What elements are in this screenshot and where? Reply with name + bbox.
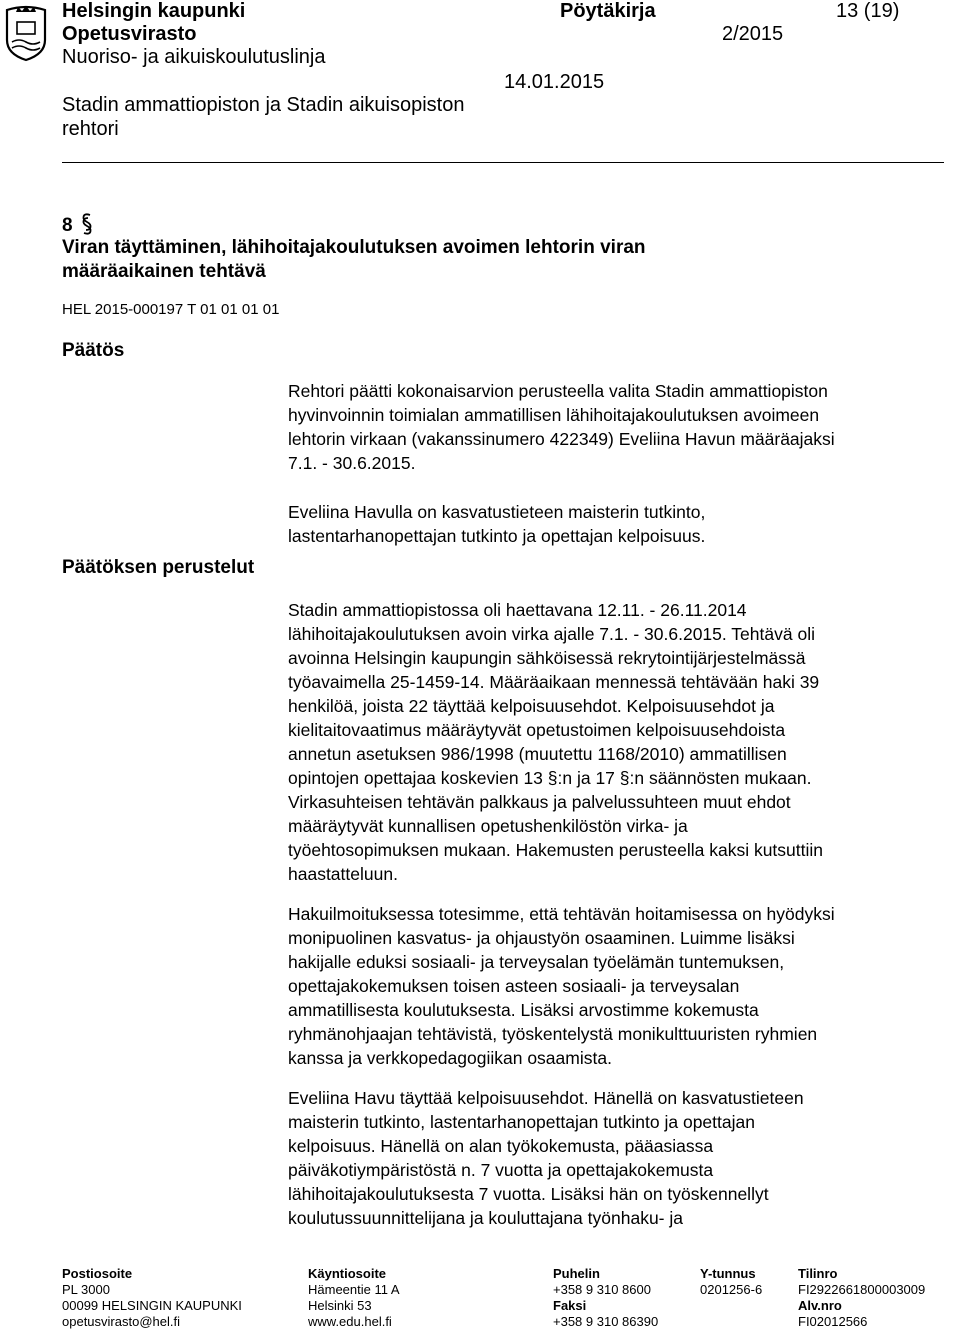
document-type: Pöytäkirja [560,0,656,22]
candidate-paragraph: Eveliina Havu täyttää kelpoisuusehdot. Hänellä on kasvatustieteen maisterin tutkinto, lastentarhanopettajan tutkinto ja opettajan kelpoisuus. Hänellä on alan työkokemusta, pääasiassa päiväkotiympäristöstä n. 7 vuotta ja opettajakokemusta lähihoitajakoulutuksesta 7 vuotta. Lisäksi hän on työskennellyt koulutussuunnittelijana ja kouluttajana työnhaku- ja [288,1088,804,1228]
unit-name-line1: Stadin ammattiopiston ja Stadin aikuisopiston [62,94,465,116]
case-id: HEL 2015-000197 T 01 01 01 01 [62,301,280,318]
section-heading [62,212,94,237]
footer-ytunnus [700,1266,762,1298]
qualification-paragraph: Eveliina Havulla on kasvatustieteen maisterin tutkinto, lastentarhanopettajan tutkinto ja opettajan kelpoisuus. [288,502,706,546]
footer-ytunnus-label: Y-tunnus [700,1266,756,1281]
page-number: 13 (19) [836,0,900,22]
footer-visit-street: Hämeentie 11 A [308,1282,400,1297]
footer-visit-city: Helsinki 53 [308,1298,372,1313]
unit-name-line2: rehtori [62,118,119,140]
footer-website-link[interactable]: www.edu.hel.fi [308,1314,392,1329]
footer-visit [308,1266,400,1330]
footer-account [798,1266,925,1330]
footer-phone-number: +358 9 310 8600 [553,1282,651,1297]
document-number: 2/2015 [722,23,784,45]
department-name: Opetusvirasto [62,23,197,45]
org-name: Helsingin kaupunki [62,0,246,22]
decision-label: Päätös [62,340,125,361]
footer-postal-box: PL 3000 [62,1282,110,1297]
application-notice-paragraph: Hakuilmoituksessa totesimme, että tehtävän hoitamisessa on hyödyksi monipuolinen kasvatus- ja ohjaustyön osaaminen. Luimme lisäksi hakijalle eduksi sosiaali- ja terveysalan työelämän tuntemuksen, opettajakokemuksen toisen asteen sosiaali- ja terveysalan ammatillisesta koulutuksesta. Lisäksi arvostimme kokemusta ryhmänohjaajan tehtävistä, työskentelystä monikulttuuristen ryhmien kanssa ja verkkopedagogiikan osaamista. [288,904,835,1068]
header-divider [62,162,944,163]
footer-vat-number: FI02012566 [798,1314,868,1329]
footer-email-link[interactable]: opetusvirasto@hel.fi [62,1314,180,1329]
footer-postal-label: Postiosoite [62,1266,133,1281]
decision-paragraph: Rehtori päätti kokonaisarvion perusteella valita Stadin ammattiopiston hyvinvoinnin toimialan ammatillisen lähihoitajakoulutuksen avoimeen lehtorin virkaan (vakanssinumero 422349) Eveliina Havun määräajaksi 7.1. - 30.6.2015. [288,381,835,473]
section-title-line1: Viran täyttäminen, lähihoitajakoulutuksen avoimen lehtorin viran [62,237,646,258]
section-sign-icon [80,212,94,236]
footer-account-label: Tilinro [798,1266,838,1281]
grounds-label: Päätöksen perustelut [62,557,255,578]
footer-phone-label: Puhelin [553,1266,600,1281]
footer-visit-label: Käyntiosoite [308,1266,387,1281]
footer-postal-code: 00099 HELSINGIN KAUPUNKI [62,1298,242,1313]
footer-phone [553,1266,658,1330]
footer-postal [62,1266,242,1330]
division-name: Nuoriso- ja aikuiskoulutuslinja [62,46,326,68]
footer-fax-label: Faksi [553,1298,587,1313]
vacancy-paragraph: Stadin ammattiopistossa oli haettavana 12.11. - 26.11.2014 lähihoitajakoulutuksen avoin virka ajalle 7.1. - 30.6.2015. Tehtävä oli avoinna Helsingin kaupungin sähköisessä rekrytointijärjestelmässä työavaimella 25-1459-14. Määräaikaan mennessä tehtävään haki 39 henkilöä, joista 22 täyttää kelpoisuusehdot. Kelpoisuusehdot ja kielitaitovaatimus määräytyvät opetustoimen kelpoisuusehdoista annetun asetuksen 986/1998 (muutettu 1168/2010) ammatillisen opintojen opettajaa koskevien 13 §:n ja 17 §:n säännösten mukaan. Virkasuhteisen tehtävän palkkaus ja palvelussuhteen muut ehdot määräytyvät kunnallisen opetushenkilöstön virka- ja työehtosopimuksen mukaan. Hakemusten perusteella kaksi kutsuttiin haastatteluun. [288,600,823,884]
footer-account-number: FI2922661800003009 [798,1282,926,1297]
footer-vat-label: Alv.nro [798,1298,842,1313]
footer-ytunnus-value: 0201256-6 [700,1282,763,1297]
document-date: 14.01.2015 [504,71,605,93]
footer-fax-number: +358 9 310 86390 [553,1314,659,1329]
section-number: 8 [62,215,73,236]
helsinki-crest-logo [4,4,48,62]
section-title-line2: määräaikainen tehtävä [62,261,266,282]
